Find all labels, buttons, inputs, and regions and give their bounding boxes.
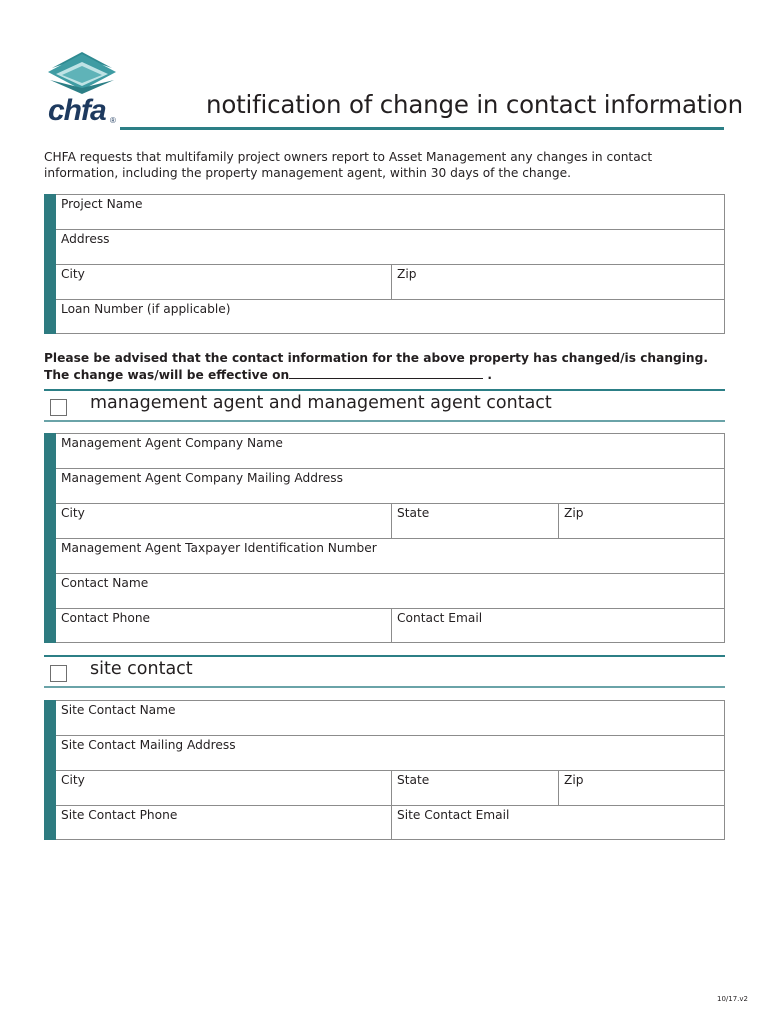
site-section-title: site contact <box>90 659 193 679</box>
site-email-field[interactable] <box>391 805 725 840</box>
form-accent-bar <box>44 194 56 334</box>
version-footer: 10/17.v2 <box>717 995 748 1003</box>
site-city-field[interactable] <box>56 770 391 805</box>
site-mailing-address-field[interactable] <box>56 735 725 771</box>
ma-zip-field[interactable] <box>558 503 725 538</box>
change-notice: Please be advised that the contact information for the above property has changed/is changing. The change was/will be effective on . <box>44 351 708 382</box>
management-agent-checkbox[interactable] <box>50 399 67 416</box>
site-state-field[interactable] <box>391 770 559 805</box>
site-phone-label: Site Contact Phone <box>61 808 178 822</box>
taxpayer-id-label: Management Agent Taxpayer Identification Number <box>61 541 377 555</box>
contact-name-label: Contact Name <box>61 576 149 590</box>
city-label: City <box>61 267 85 281</box>
ma-state-label: State <box>397 506 430 520</box>
notice-text: Please be advised that the contact information for the above property has changed/is changing. The change was/will be effective on <box>44 351 708 382</box>
site-phone-field[interactable] <box>56 805 391 840</box>
company-name-field[interactable] <box>56 433 725 469</box>
project-name-field[interactable] <box>56 194 725 230</box>
registered-mark: ® <box>110 116 116 125</box>
ma-state-field[interactable] <box>391 503 559 538</box>
contact-phone-field[interactable] <box>56 608 391 643</box>
company-name-label: Management Agent Company Name <box>61 436 283 450</box>
loan-number-field[interactable] <box>56 299 725 334</box>
project-name-label: Project Name <box>61 197 143 211</box>
management-section-title: management agent and management agent contact <box>90 393 552 413</box>
site-contact-name-field[interactable] <box>56 700 725 736</box>
chfa-logo <box>46 50 122 130</box>
form-accent-bar <box>44 433 56 643</box>
address-field[interactable] <box>56 229 725 265</box>
management-agent-form <box>44 433 725 643</box>
zip-field[interactable] <box>391 264 725 299</box>
address-label: Address <box>61 232 110 246</box>
company-mailing-address-label: Management Agent Company Mailing Address <box>61 471 343 485</box>
site-state-label: State <box>397 773 430 787</box>
section-rule-bottom <box>44 686 725 688</box>
house-roof-icon <box>46 50 122 96</box>
company-mailing-address-field[interactable] <box>56 468 725 504</box>
intro-text: CHFA requests that multifamily project owners report to Asset Management any changes in contact information, including the property management agent, within 30 days of the change. <box>44 150 653 180</box>
section-rule-top <box>44 655 725 657</box>
property-form <box>44 194 725 334</box>
ma-city-field[interactable] <box>56 503 391 538</box>
contact-email-field[interactable] <box>391 608 725 643</box>
page-title: notification of change in contact information <box>206 90 743 119</box>
ma-zip-label: Zip <box>564 506 584 520</box>
taxpayer-id-field[interactable] <box>56 538 725 574</box>
section-rule-top <box>44 389 725 391</box>
ma-city-label: City <box>61 506 85 520</box>
zip-label: Zip <box>397 267 417 281</box>
form-accent-bar <box>44 700 56 840</box>
contact-phone-label: Contact Phone <box>61 611 151 625</box>
site-contact-checkbox[interactable] <box>50 665 67 682</box>
city-field[interactable] <box>56 264 391 299</box>
section-rule-bottom <box>44 420 725 422</box>
site-mailing-address-label: Site Contact Mailing Address <box>61 738 236 752</box>
site-email-label: Site Contact Email <box>397 808 510 822</box>
effective-date-blank[interactable] <box>289 366 483 379</box>
site-contact-name-label: Site Contact Name <box>61 703 176 717</box>
loan-number-label: Loan Number (if applicable) <box>61 302 231 316</box>
site-zip-label: Zip <box>564 773 584 787</box>
logo-wordmark: chfa <box>48 94 106 127</box>
title-rule <box>120 127 724 130</box>
site-contact-form <box>44 700 725 840</box>
site-city-label: City <box>61 773 85 787</box>
site-zip-field[interactable] <box>558 770 725 805</box>
contact-email-label: Contact Email <box>397 611 483 625</box>
contact-name-field[interactable] <box>56 573 725 609</box>
